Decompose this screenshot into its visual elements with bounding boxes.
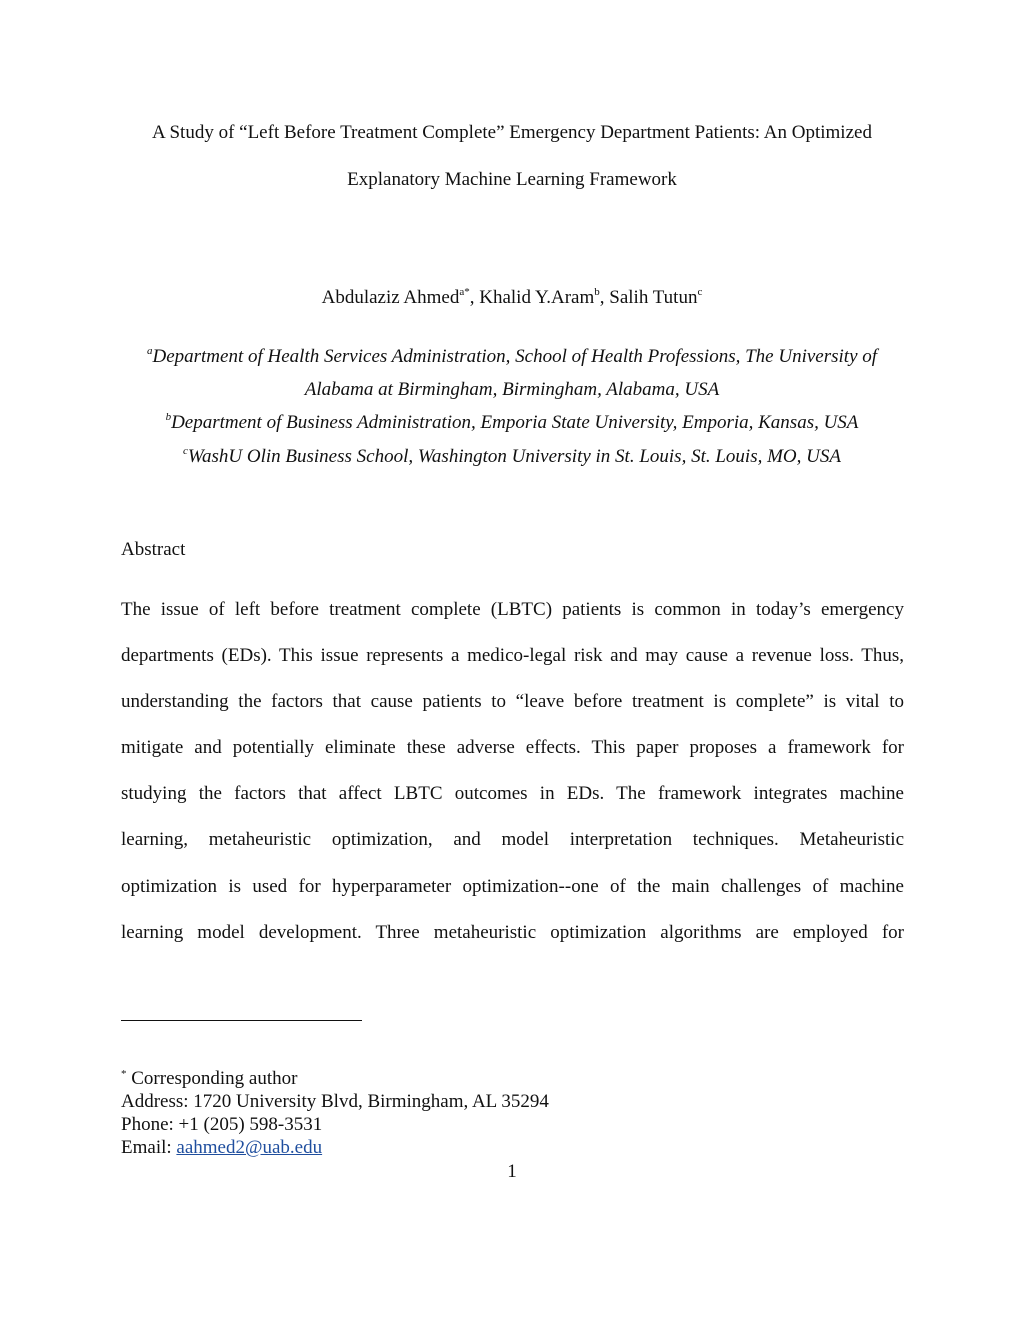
affiliation-mark: c [183,444,188,457]
affiliation-text: Department of Business Administration, Emporia State University, Emporia, Kansas, USA [171,412,859,433]
affiliation-mark: a [146,344,153,357]
affiliation-text: WashU Olin Business School, Washington University in St. Louis, St. Louis, MO, USA [187,446,841,467]
page-number: 1 [507,1161,517,1182]
affiliation-text: Department of Health Services Administration, School of Health Professions, The University of [152,346,878,367]
affiliation-mark: b [165,410,172,423]
abstract-line: mitigate and potentially eliminate these adverse effects. This paper proposes a framework for [121,737,904,758]
paper-title-line-1: A Study of “Left Before Treatment Complete” Emergency Department Patients: An Optimized [152,122,872,143]
abstract-line: learning, metaheuristic optimization, and model interpretation techniques. Metaheuristic [121,829,904,850]
author-affiliation-mark: a* [459,285,470,298]
abstract-line: optimization is used for hyperparameter optimization--one of the main challenges of machine [121,876,904,897]
author-separator: , [469,287,480,308]
author-name: Khalid Y.Aram [479,287,595,308]
abstract-line: departments (EDs). This issue represents a medico-legal risk and may cause a revenue loss. Thus, [121,645,904,666]
footnote-phone: Phone: +1 (205) 598-3531 [121,1114,323,1135]
abstract-line: learning model development. Three metaheuristic optimization algorithms are employed for [121,922,904,943]
footnote-address: Address: 1720 University Blvd, Birmingham, AL 35294 [121,1091,549,1112]
footnote-email-label: Email: [121,1137,177,1158]
abstract-line: studying the factors that affect LBTC outcomes in EDs. The framework integrates machine [121,783,904,804]
paper-title-line-2: Explanatory Machine Learning Framework [347,169,677,190]
author-name: Salih Tutun [609,287,698,308]
affiliation-a-line-1 [100,346,924,368]
author-list [100,286,924,310]
email-link[interactable]: aahmed2@uab.edu [176,1137,323,1158]
affiliation-a-line-2: Alabama at Birmingham, Birmingham, Alabama, USA [304,379,720,400]
footnote-label: Corresponding author [131,1068,298,1089]
author-affiliation-mark: c [697,285,703,298]
abstract-heading: Abstract [121,539,186,560]
author-separator: , [599,287,610,308]
footnote-email-line [121,1137,322,1159]
abstract-line: understanding the factors that cause patients to “leave before treatment is complete” is vital to [121,691,904,712]
footnote-star: * [121,1068,127,1080]
footnote-separator [121,1020,362,1021]
author-affiliation-mark: b [594,285,600,298]
affiliation-c [100,446,924,468]
abstract-line: The issue of left before treatment complete (LBTC) patients is common in today’s emergency [121,599,904,620]
footnote-corresponding-author [121,1068,297,1092]
affiliation-b [100,412,924,434]
author-name: Abdulaziz Ahmed [321,287,460,308]
